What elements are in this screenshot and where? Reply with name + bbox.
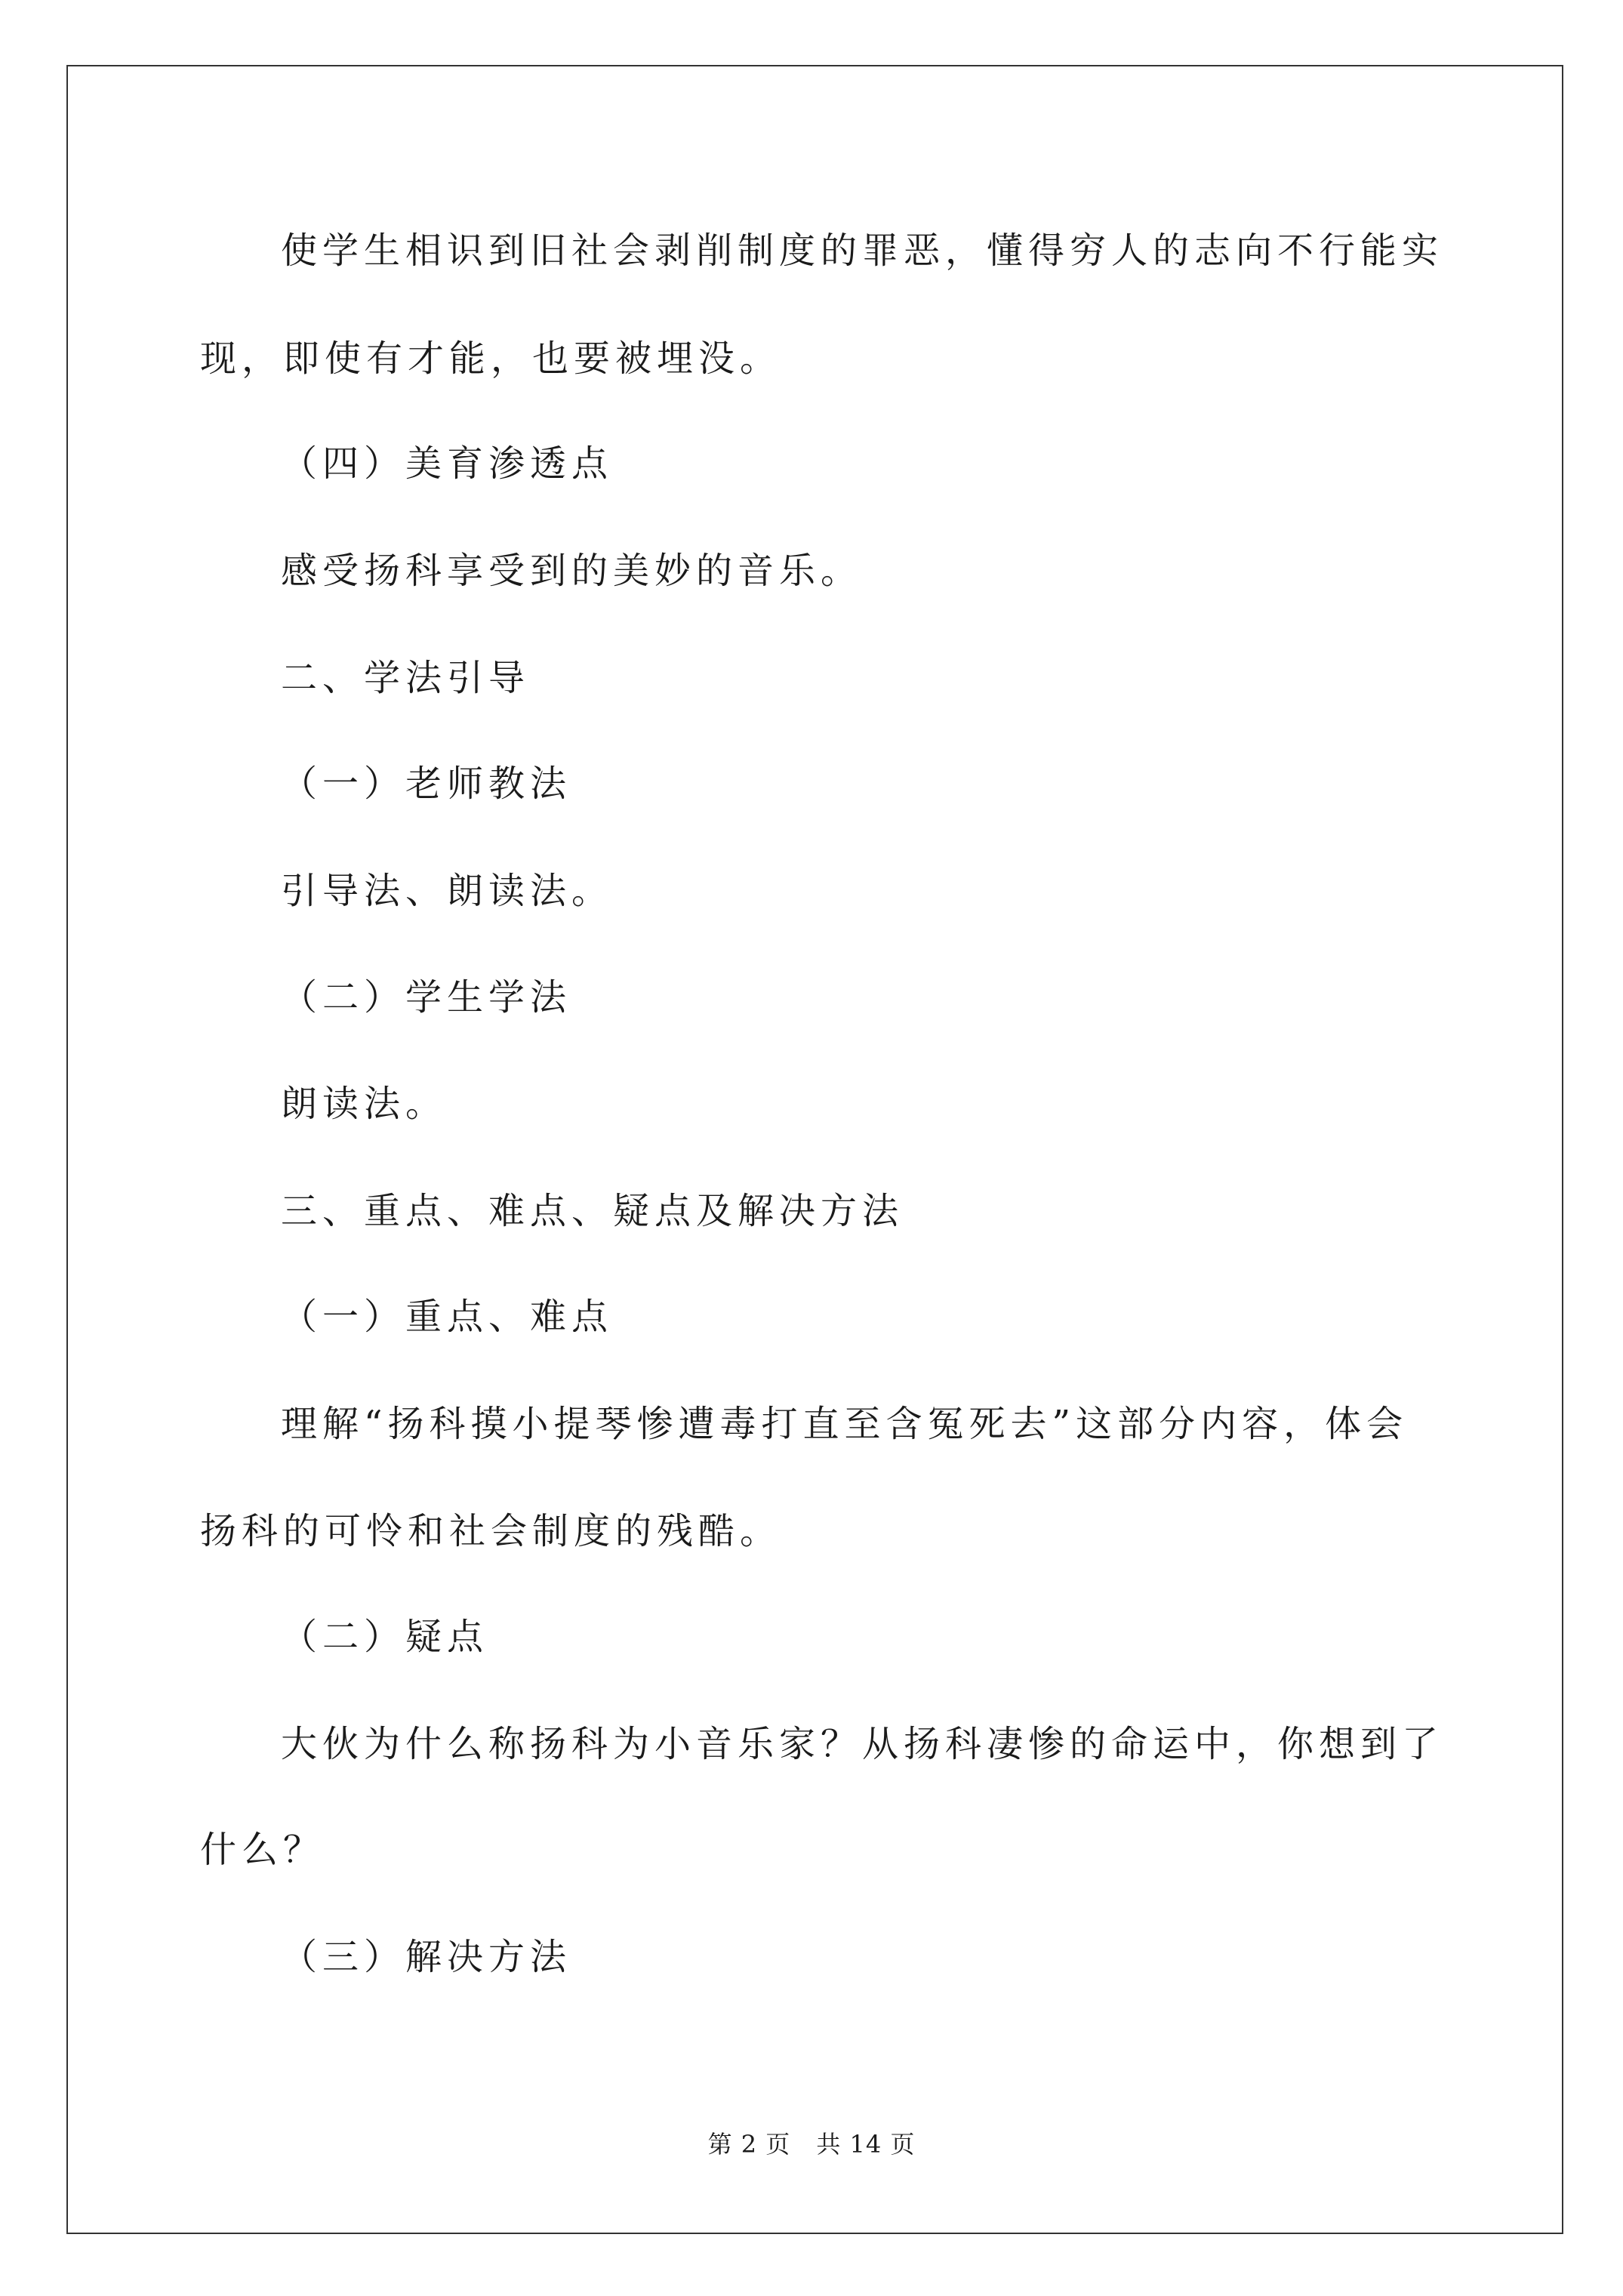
page-total: 共 14 页 [816, 2130, 916, 2159]
paragraph-line: 现，即使有才能，也要被埋没。 [200, 337, 782, 380]
section-heading: 三、重点、难点、疑点及解决方法 [281, 1190, 904, 1232]
paragraph-line: 引导法、朗读法。 [281, 870, 614, 912]
section-heading: （四）美育渗透点 [281, 442, 614, 485]
paragraph-line: 感受扬科享受到的美妙的音乐。 [281, 550, 863, 592]
paragraph-line: 使学生相识到旧社会剥削制度的罪恶，懂得穷人的志向不行能实 [281, 230, 1444, 272]
page-footer [0, 2129, 1623, 2159]
paragraph-line: 大伙为什么称扬科为小音乐家？从扬科凄惨的命运中，你想到了 [281, 1723, 1444, 1765]
section-heading: （二）学生学法 [281, 976, 572, 1019]
section-heading: （二）疑点 [281, 1616, 489, 1658]
section-heading: 二、学法引导 [281, 657, 531, 699]
page-number: 第 2 页 [707, 2130, 791, 2159]
paragraph-line: 朗读法。 [281, 1083, 448, 1125]
section-heading: （一）重点、难点 [281, 1296, 614, 1338]
paragraph-line: 理解“扬科摸小提琴惨遭毒打直至含冤死去”这部分内容，体会 [281, 1403, 1409, 1445]
section-heading: （三）解决方法 [281, 1936, 572, 1978]
page-frame [66, 65, 1563, 2234]
section-heading: （一）老师教法 [281, 763, 572, 805]
paragraph-line: 什么？ [200, 1829, 325, 1871]
paragraph-line: 扬科的可怜和社会制度的残酷。 [200, 1510, 782, 1552]
